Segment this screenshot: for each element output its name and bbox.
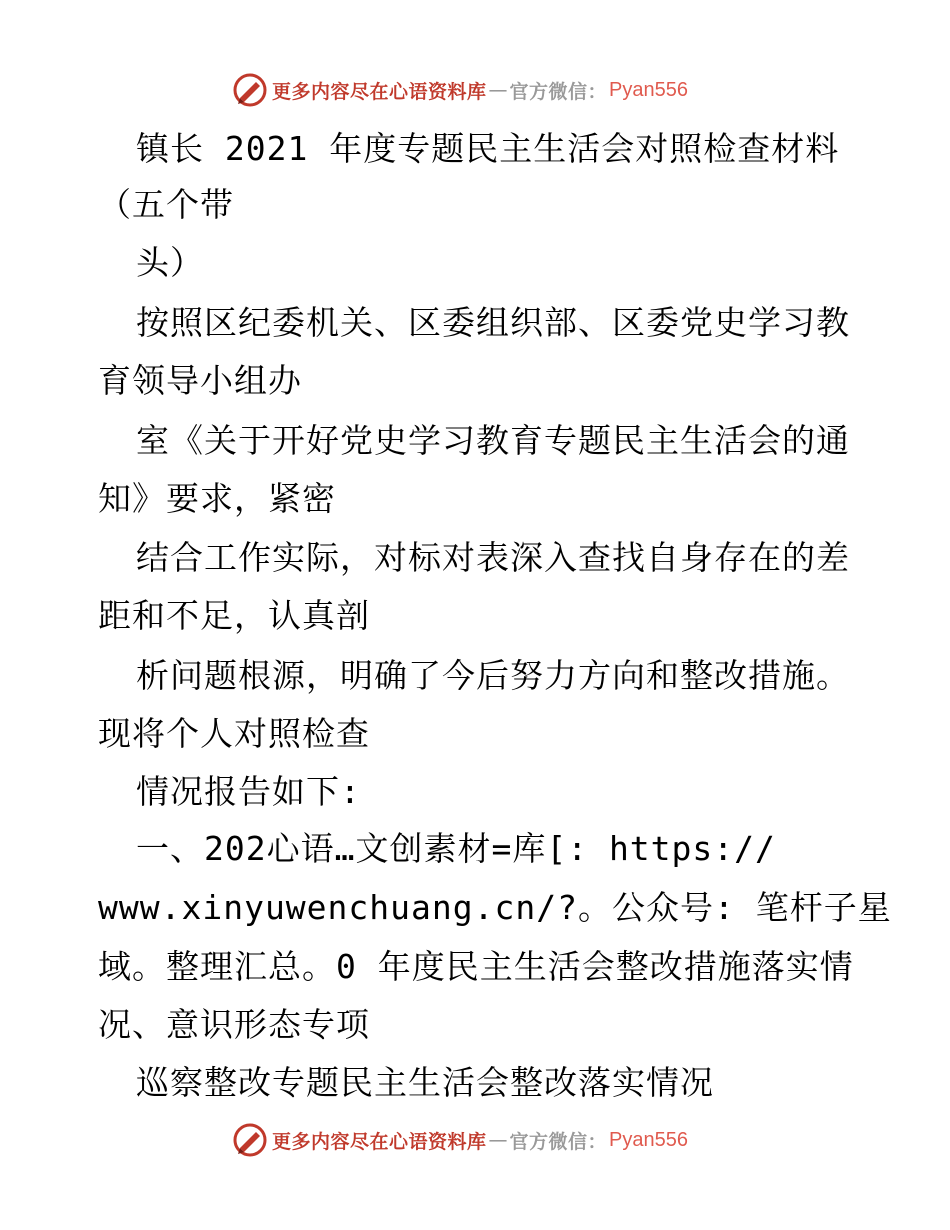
- doc-line: 头）: [136, 243, 204, 282]
- doc-line: 育领导小组办: [98, 361, 302, 400]
- doc-link-line: www.xinyuwenchuang.cn/?。公众号: 笔杆子星: [98, 888, 892, 927]
- doc-line: 距和不足，认真剖: [98, 596, 370, 635]
- pen-logo-icon: [232, 1122, 268, 1158]
- banner-wechat-label: 官方微信：: [509, 80, 608, 103]
- doc-line: 室《关于开好党史学习教育专题民主生活会的通: [136, 421, 850, 460]
- doc-line: （五个带: [98, 185, 234, 224]
- doc-line: 析问题根源，明确了今后努力方向和整改措施。: [136, 656, 850, 695]
- pen-logo-icon: [232, 72, 268, 108]
- doc-line: 按照区纪委机关、区委组织部、区委党史学习教: [136, 303, 850, 342]
- doc-title: 镇长 2021 年度专题民主生活会对照检查材料: [136, 129, 840, 168]
- doc-line: 情况报告如下:: [136, 772, 361, 811]
- banner-wechat-id: Pyan556: [609, 78, 688, 101]
- doc-line: 域。整理汇总。0 年度民主生活会整改措施落实情: [98, 947, 854, 986]
- footer-banner: [232, 1120, 688, 1160]
- banner-text: 更多内容尽在心语资料库: [272, 1130, 487, 1153]
- doc-line: 结合工作实际，对标对表深入查找自身存在的差: [136, 538, 850, 577]
- doc-line: 巡察整改专题民主生活会整改落实情况: [136, 1063, 714, 1102]
- doc-line: 一、202心语…文创素材=库[: https://: [136, 829, 776, 868]
- doc-line: 况、意识形态专项: [98, 1005, 370, 1044]
- banner-separator: —: [488, 1129, 508, 1151]
- doc-line: 现将个人对照检查: [98, 714, 370, 753]
- banner-wechat-id: Pyan556: [609, 1128, 688, 1151]
- banner-wechat-label: 官方微信：: [509, 1130, 608, 1153]
- header-banner: [232, 70, 688, 110]
- doc-line: 知》要求，紧密: [98, 479, 336, 518]
- banner-text: 更多内容尽在心语资料库: [272, 80, 487, 103]
- banner-separator: —: [488, 79, 508, 101]
